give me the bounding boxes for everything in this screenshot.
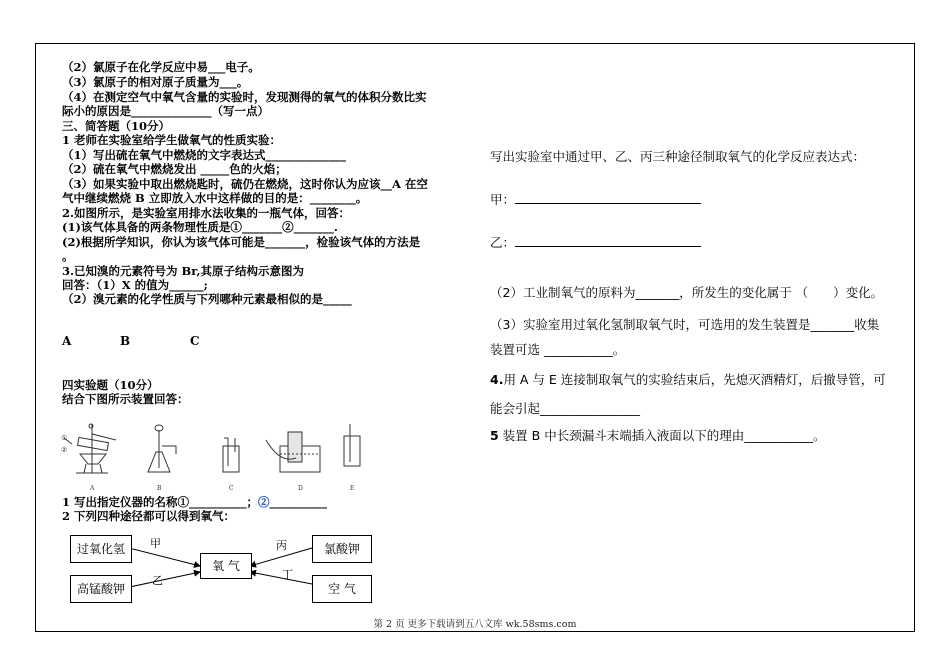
short-q1-2: （2）硫在氧气中燃烧发出 _____色的火焰；	[62, 162, 287, 176]
experiment-q1-mark: ②	[258, 495, 270, 509]
short-q1-3b: 气中继续燃烧 B 立即放入水中这样做的目的是：________。	[62, 191, 368, 205]
short-q2-1: (1)该气体具备的两条物理性质是①_______②_______.	[62, 220, 338, 234]
mark-2: ②	[61, 446, 68, 454]
label-e: E	[350, 485, 355, 492]
right-q2: （2）工业制氧气的原料为_______，所发生的变化属于 （ ）变化。	[490, 285, 884, 300]
experiment-q1-prefix: 1 写出指定仪器的名称①__________；	[62, 495, 259, 509]
box-air: 空 气	[312, 575, 372, 603]
route-jia-answer	[490, 192, 701, 208]
label-b: B	[157, 485, 162, 492]
box-hydrogen-peroxide: 过氧化氢	[70, 535, 132, 563]
mark-1: ①	[61, 434, 68, 442]
route-yi-blank	[515, 235, 701, 247]
lab-apparatus-figure	[58, 418, 378, 494]
experiment-q2: 2 下列四种途径都可以得到氧气：	[62, 509, 236, 523]
right-q4-text: 用 A 与 E 连接制取氧气的实验结束后，先熄灭酒精灯，后撤导管，可	[503, 372, 886, 387]
experiment-q1-suffix: __________	[269, 495, 328, 509]
label-c: C	[229, 485, 234, 492]
route-yi-label: 乙：	[490, 235, 516, 250]
question-4-4b: 际小的原因是______________（写一点）	[62, 104, 269, 118]
question-4-3: （3）氯原子的相对原子质量为___。	[62, 75, 249, 89]
question-4-4a: （4）在测定空气中氧气含量的实验时，发现测得的氧气的体积分数比实	[62, 90, 427, 104]
box-potassium-chlorate: 氯酸钾	[312, 535, 372, 563]
short-q1-1: （1）写出硫在氧气中燃烧的文字表达式______________	[62, 148, 346, 162]
option-b: B	[120, 334, 131, 348]
experiment-q1	[62, 495, 327, 509]
box-oxygen: 氧 气	[200, 553, 252, 579]
route-label-ding: 丁	[282, 568, 293, 581]
right-q5	[490, 428, 825, 444]
page-footer: 第 2 页 更多下载请到五八文库 wk.58sms.com	[373, 619, 577, 630]
section-4-title: 四实验题（10分）	[62, 378, 159, 392]
right-intro: 写出实验室中通过甲、乙、丙三种途径制取氧气的化学反应表达式：	[490, 149, 866, 164]
right-q3a: （3）实验室用过氧化氢制取氧气时，可选用的发生装置是_______收集	[490, 317, 880, 332]
section-3-title: 三、简答题（10分）	[62, 119, 171, 133]
short-q1-3a: （3）如果实验中取出燃烧匙时，硫仍在燃烧，这时你认为应该__A 在空	[62, 177, 428, 191]
right-q5-text: 装置 B 中长颈漏斗末端插入液面以下的理由___________。	[498, 428, 826, 443]
short-q2-2-end: 。	[62, 249, 74, 263]
short-q1: 1 老师在实验室给学生做氧气的性质实验：	[62, 133, 282, 147]
label-a: A	[90, 485, 95, 492]
right-q4b: 能会引起________________	[490, 401, 641, 416]
right-q4a	[490, 372, 886, 388]
route-label-jia: 甲	[150, 537, 161, 550]
short-q3-1: 回答：（1）X 的值为______;	[62, 278, 208, 292]
route-yi-answer	[490, 235, 701, 251]
short-q2-2: (2)根据所学知识，你认为该气体可能是_______，检验该气体的方法是	[62, 235, 421, 249]
short-q3-2: （2）溴元素的化学性质与下列哪种元素最相似的是_____	[62, 292, 352, 306]
route-jia-label: 甲：	[490, 192, 516, 207]
route-jia-blank	[515, 192, 701, 204]
short-q2: 2.如图所示，是实验室用排水法收集的一瓶气体，回答：	[62, 206, 351, 220]
right-q5-number: 5	[490, 428, 499, 443]
right-q3b: 装置可选 ___________。	[490, 342, 626, 357]
label-d: D	[298, 485, 303, 492]
option-a: A	[62, 334, 72, 348]
right-q4-number: 4.	[490, 372, 504, 387]
short-q3: 3.已知溴的元素符号为 Br,其原子结构示意图为	[62, 264, 304, 278]
question-4-2: （2）氯原子在化学反应中易___电子。	[62, 60, 260, 74]
route-label-bing: 丙	[276, 539, 287, 552]
box-potassium-permanganate: 高锰酸钾	[70, 575, 132, 603]
experiment-intro: 结合下图所示装置回答：	[62, 392, 189, 406]
option-c: C	[190, 334, 200, 348]
route-label-yi: 乙	[152, 574, 163, 587]
